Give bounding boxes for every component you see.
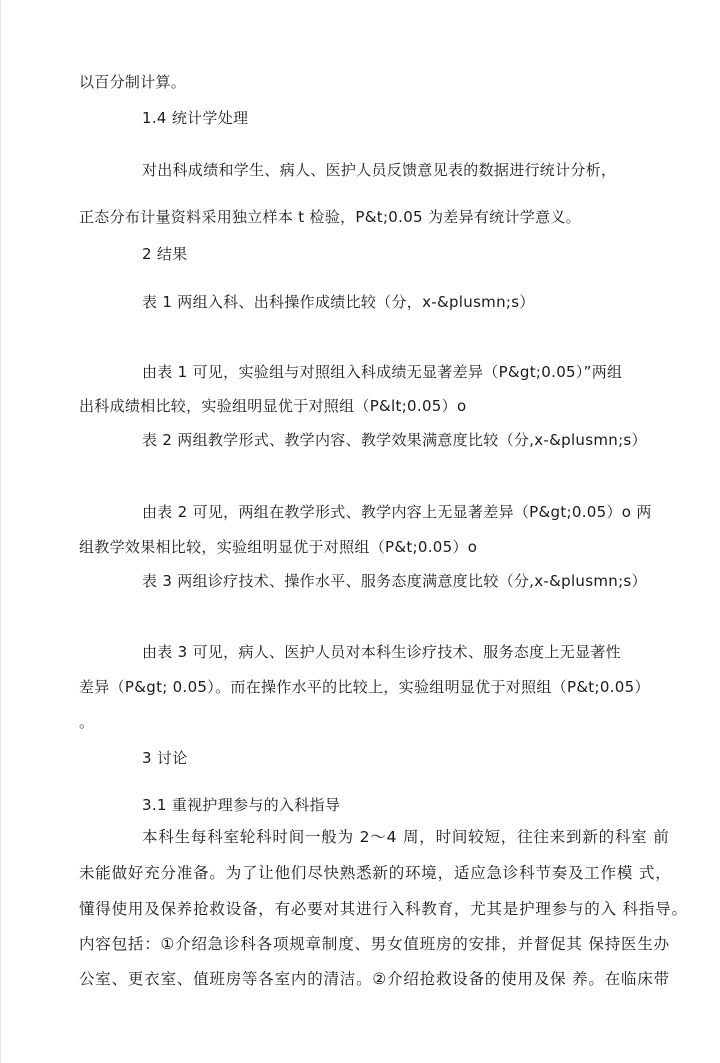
text-line-14: 差异（P&gt; 0.05）。而在操作水平的比较上，实验组明显优于对照组（P&t;0.05） xyxy=(79,678,650,696)
table-1-caption: 表 1 两组入科、出科操作成绩比较（分，x-&plusmn;s） xyxy=(142,293,535,311)
text-line-18: 本科生每科室轮科时间一般为 2～4 周，时间较短，往往来到新的科室 前 xyxy=(142,828,670,846)
text-line-15: 。 xyxy=(79,713,95,731)
text-line-22: 公室、更衣室、值班房等各室内的清洁。②介绍抢救设备的使用及保 养。在临床带 xyxy=(79,970,670,988)
text-line-10: 由表 2 可见，两组在教学形式、教学内容上无显著差异（P&gt;0.05）o 两 xyxy=(142,503,652,521)
section-heading-3: 3 讨论 xyxy=(142,749,188,767)
text-line-1: 以百分制计算。 xyxy=(79,73,187,91)
text-line-4: 正态分布计量资料采用独立样本 t 检验，P&t;0.05 为差异有统计学意义。 xyxy=(79,208,581,226)
section-heading-2: 2 结果 xyxy=(142,245,188,263)
text-line-20: 懂得使用及保养抢救设备，有必要对其进行入科教育，尤其是护理参与的入 科指导。 xyxy=(79,900,688,918)
text-line-3: 对出科成绩和学生、病人、医护人员反馈意见表的数据进行统计分析， xyxy=(142,161,617,179)
section-heading-3-1: 3.1 重视护理参与的入科指导 xyxy=(142,796,341,814)
text-line-11: 组教学效果相比较，实验组明显优于对照组（P&t;0.05）o xyxy=(79,538,478,556)
text-line-19: 未能做好充分准备。为了让他们尽快熟悉新的环境，适应急诊科节奏及工作模 式， xyxy=(79,864,672,882)
text-line-7: 由表 1 可见，实验组与对照组入科成绩无显著差异（P&gt;0.05）”两组 xyxy=(142,363,623,381)
table-3-caption: 表 3 两组诊疗技术、操作水平、服务态度满意度比较（分,x-&plusmn;s） xyxy=(142,572,647,590)
text-line-8: 出科成绩相比较，实验组明显优于对照组（P&lt;0.05）o xyxy=(79,397,467,415)
table-2-caption: 表 2 两组教学形式、教学内容、教学效果满意度比较（分,x-&plusmn;s） xyxy=(142,431,647,449)
text-line-21: 内容包括：①介绍急诊科各项规章制度、男女值班房的安排，并督促其 保持医生办 xyxy=(79,935,670,953)
section-heading-1-4: 1.4 统计学处理 xyxy=(142,109,249,127)
text-line-13: 由表 3 可见，病人、医护人员对本科生诊疗技术、服务态度上无显著性 xyxy=(142,643,621,661)
